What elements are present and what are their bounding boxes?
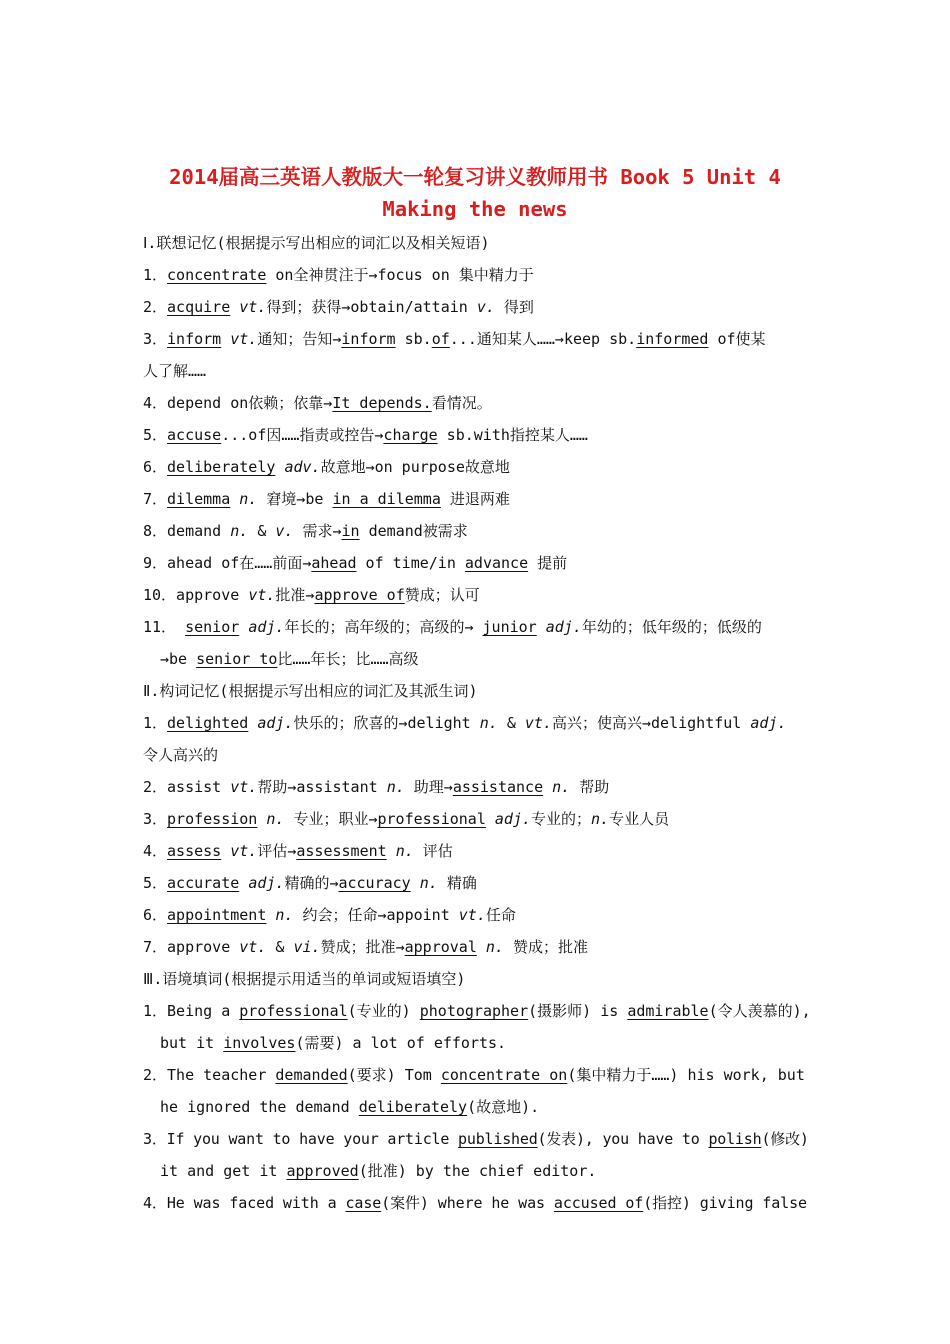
text-segment: 5． <box>143 426 168 444</box>
list-item <box>143 521 811 541</box>
answer-blank-text: senior to <box>196 650 278 668</box>
text-segment: 赞成；批准→ <box>320 938 405 956</box>
answer-blank-text: professional <box>239 1002 348 1020</box>
text-segment: & <box>248 522 276 540</box>
text-segment: 任命 <box>485 906 516 924</box>
text-segment: 7．approve <box>143 938 240 956</box>
list-item-continuation <box>160 649 828 669</box>
list-item <box>143 713 811 733</box>
answer-blank-text: deliberately <box>358 1098 468 1116</box>
text-segment <box>239 618 248 636</box>
list-item <box>143 553 811 573</box>
text-segment <box>239 874 248 892</box>
text-segment: vt. <box>248 586 276 604</box>
text-segment: & <box>266 938 294 956</box>
text-segment: (案件) where he was <box>381 1194 554 1212</box>
text-segment: 精确的→ <box>284 874 339 892</box>
text-segment: vt. <box>230 842 258 860</box>
section-heading-3 <box>143 969 811 989</box>
answer-blank-text: inform <box>341 330 396 348</box>
text-segment: (修改) <box>761 1130 809 1148</box>
text-segment: n. <box>479 714 498 732</box>
text-segment: 批准→ <box>275 586 315 604</box>
text-segment <box>486 810 495 828</box>
text-segment: 得到；获得→obtain/attain <box>266 298 477 316</box>
answer-blank-text: professional <box>377 810 486 828</box>
text-segment: 赞成；认可 <box>404 586 480 604</box>
answer-blank-text: assessment <box>296 842 387 860</box>
answer-blank-text: assess <box>167 842 222 860</box>
answer-blank-text: involves <box>223 1034 296 1052</box>
text-segment: (批准) by the chief editor. <box>358 1162 597 1180</box>
section-heading-2 <box>143 681 811 701</box>
list-item <box>143 841 811 861</box>
answer-blank-text: appointment <box>167 906 267 924</box>
text-segment: 4．He was faced with a <box>143 1194 346 1212</box>
text-segment: 2． <box>143 298 168 316</box>
answer-blank-text: ahead <box>311 554 357 572</box>
text-segment <box>543 778 552 796</box>
text-segment: he ignored the demand <box>160 1098 359 1116</box>
list-item <box>143 1001 811 1021</box>
answer-blank-text: profession <box>167 810 258 828</box>
text-segment: v. <box>275 522 294 540</box>
text-segment: 6． <box>143 458 168 476</box>
answer-blank-text: charge <box>383 426 438 444</box>
answer-blank-text: admirable <box>627 1002 709 1020</box>
text-segment: v. <box>476 298 495 316</box>
answer-blank-text: delighted <box>167 714 249 732</box>
list-item-continuation <box>160 1033 828 1053</box>
text-segment: 3．If you want to have your article <box>143 1130 459 1148</box>
text-segment: n. <box>266 810 285 828</box>
text-segment: n. <box>386 778 405 796</box>
list-item <box>143 329 811 349</box>
text-segment: 1． <box>143 266 168 284</box>
text-segment: 6． <box>143 906 168 924</box>
answer-blank-text: in <box>341 522 360 540</box>
list-item <box>143 905 811 925</box>
text-segment: 高兴；使高兴→delightful <box>552 714 751 732</box>
text-segment: 需求→ <box>293 522 342 540</box>
text-segment: vt. <box>230 778 258 796</box>
answer-blank-text: informed <box>636 330 709 348</box>
answer-blank-text: published <box>458 1130 538 1148</box>
text-segment: adv. <box>284 458 321 476</box>
text-segment: 帮助 <box>570 778 610 796</box>
text-segment: vt. <box>239 938 267 956</box>
answer-blank-text: concentrate <box>167 266 267 284</box>
text-segment: vi. <box>293 938 321 956</box>
list-item <box>143 777 811 797</box>
text-segment: n. <box>230 522 249 540</box>
text-segment: n. <box>275 906 294 924</box>
text-segment: 赞成；批准 <box>503 938 588 956</box>
text-segment: 看情况。 <box>431 394 492 412</box>
text-segment: n. <box>239 490 258 508</box>
text-segment: 比……年长；比……高级 <box>277 650 419 668</box>
text-segment <box>230 298 239 316</box>
list-item <box>143 617 811 637</box>
text-segment: 3． <box>143 330 168 348</box>
text-segment: 年长的；高年级的；高级的→ <box>284 618 483 636</box>
text-segment: 8．demand <box>143 522 231 540</box>
text-segment: n. <box>591 810 610 828</box>
answer-blank-text: senior <box>185 618 240 636</box>
answer-blank-text: accuracy <box>338 874 411 892</box>
text-segment: (指控) giving false <box>643 1194 807 1212</box>
text-segment: (发表), you have to <box>537 1130 709 1148</box>
list-item <box>143 1193 811 1213</box>
text-segment: 2．assist <box>143 778 231 796</box>
text-segment: 通知；告知→ <box>257 330 342 348</box>
answer-blank-text: accurate <box>167 874 240 892</box>
text-segment <box>230 490 239 508</box>
answer-blank-text: dilemma <box>167 490 231 508</box>
text-segment: 评估→ <box>257 842 297 860</box>
text-segment: n. <box>395 842 414 860</box>
text-segment: 10．approve <box>143 586 249 604</box>
text-segment: adj. <box>248 874 285 892</box>
text-segment: ...通知某人……→keep sb. <box>449 330 637 348</box>
answer-blank-text: deliberately <box>167 458 276 476</box>
list-item <box>143 393 811 413</box>
text-segment <box>248 714 257 732</box>
text-segment: of使某 <box>708 330 766 348</box>
answer-blank-text: case <box>345 1194 382 1212</box>
answer-blank-text: It depends. <box>332 394 432 412</box>
text-segment <box>387 842 396 860</box>
text-segment: adj. <box>248 618 285 636</box>
list-item <box>143 809 811 829</box>
text-segment: sb.with指控某人…… <box>437 426 588 444</box>
text-segment: 2．The teacher <box>143 1066 276 1084</box>
text-segment: 人了解…… <box>143 362 207 380</box>
text-segment: sb. <box>395 330 432 348</box>
list-item <box>143 873 811 893</box>
text-segment: adj. <box>494 810 532 828</box>
text-segment: 得到 <box>494 298 534 316</box>
text-segment: 5． <box>143 874 168 892</box>
text-segment: (故意地). <box>467 1098 540 1116</box>
text-segment: 年幼的；低年级的；低级的 <box>581 618 762 636</box>
text-segment: 专业的； <box>531 810 592 828</box>
list-item <box>143 1129 811 1149</box>
answer-blank-text: polish <box>708 1130 762 1148</box>
text-segment: →be <box>160 650 197 668</box>
text-segment: 精确 <box>437 874 477 892</box>
text-segment <box>221 330 230 348</box>
answer-blank-text: approval <box>404 938 477 956</box>
text-segment: 11． <box>143 618 186 636</box>
answer-blank-text: junior <box>482 618 537 636</box>
text-segment: it and get it <box>160 1162 287 1180</box>
text-segment: 1．Being a <box>143 1002 240 1020</box>
answer-blank-text: concentrate on <box>440 1066 568 1084</box>
text-segment: vt. <box>230 330 258 348</box>
text-segment: Ⅲ.语境填词(根据提示用适当的单词或短语填空) <box>143 970 466 988</box>
text-segment: Ⅱ.构词记忆(根据提示写出相应的词汇及其派生词) <box>143 682 478 700</box>
text-segment: of time/in <box>356 554 465 572</box>
text-segment: ...of因……指责或控告→ <box>221 426 384 444</box>
list-item <box>143 585 811 605</box>
answer-blank-text: advance <box>464 554 529 572</box>
text-segment <box>537 618 546 636</box>
answer-blank-text: accused of <box>553 1194 644 1212</box>
text-segment: adj. <box>257 714 294 732</box>
text-segment: 专业人员 <box>609 810 670 828</box>
text-segment: & <box>497 714 525 732</box>
text-segment: n. <box>552 778 571 796</box>
answer-blank-text: inform <box>167 330 222 348</box>
text-segment: 快乐的；欣喜的→delight <box>293 714 480 732</box>
text-segment: (摄影师) is <box>528 1002 628 1020</box>
text-segment: demand被需求 <box>359 522 468 540</box>
text-segment: 帮助→assistant <box>257 778 387 796</box>
list-item-continuation <box>160 1097 828 1117</box>
section-heading-1 <box>143 233 811 253</box>
text-segment: 专业；职业→ <box>284 810 378 828</box>
text-segment: 4． <box>143 842 168 860</box>
document-title-line-2: Making the news <box>382 197 568 221</box>
text-segment: 进退两难 <box>440 490 510 508</box>
answer-blank-text: assistance <box>452 778 544 796</box>
answer-blank-text: demanded <box>275 1066 348 1084</box>
text-segment: vt. <box>524 714 552 732</box>
text-segment: adj. <box>750 714 787 732</box>
text-segment: n. <box>485 938 504 956</box>
text-segment <box>221 842 230 860</box>
text-segment: 7． <box>143 490 168 508</box>
list-item-continuation <box>143 745 811 765</box>
list-item <box>143 425 811 445</box>
list-item-continuation <box>160 1161 828 1181</box>
text-segment: but it <box>160 1034 224 1052</box>
text-segment: 助理→ <box>404 778 453 796</box>
list-item <box>143 489 811 509</box>
text-segment: 窘境→be <box>257 490 333 508</box>
list-item <box>143 1065 811 1085</box>
answer-blank-text: acquire <box>167 298 231 316</box>
text-segment <box>411 874 420 892</box>
answer-blank-text: approved <box>286 1162 359 1180</box>
text-segment: vt. <box>458 906 486 924</box>
answer-blank-text: in a dilemma <box>332 490 441 508</box>
text-segment: 9．ahead of在……前面→ <box>143 554 312 572</box>
text-segment: (要求) Tom <box>347 1066 441 1084</box>
answer-blank-text: accuse <box>167 426 222 444</box>
list-item <box>143 265 811 285</box>
text-segment: Ⅰ.联想记忆(根据提示写出相应的词汇以及相关短语) <box>143 234 490 252</box>
answer-blank-text: approve of <box>314 586 405 604</box>
text-segment: 约会；任命→appoint <box>293 906 459 924</box>
text-segment: 评估 <box>413 842 453 860</box>
text-segment: (专业的) <box>347 1002 420 1020</box>
text-segment: 故意地→on purpose故意地 <box>320 458 510 476</box>
text-segment: 3． <box>143 810 168 828</box>
text-segment: n. <box>419 874 438 892</box>
text-segment: 提前 <box>528 554 568 572</box>
text-segment: 令人高兴的 <box>143 746 219 764</box>
text-segment: (集中精力于……) his work, but <box>567 1066 805 1084</box>
text-segment: 1． <box>143 714 168 732</box>
text-segment: vt. <box>239 298 267 316</box>
answer-blank-text: of <box>431 330 450 348</box>
text-segment: on全神贯注于→focus on 集中精力于 <box>266 266 534 284</box>
text-segment: (需要) a lot of efforts. <box>295 1034 507 1052</box>
answer-blank-text: photographer <box>419 1002 529 1020</box>
list-item <box>143 297 811 317</box>
text-segment: 4．depend on依赖；依靠→ <box>143 394 333 412</box>
list-item <box>143 937 811 957</box>
document-title-line-1: 2014届高三英语人教版大一轮复习讲义教师用书 Book 5 Unit 4 <box>169 165 781 189</box>
text-segment <box>477 938 486 956</box>
text-segment: adj. <box>545 618 582 636</box>
list-item <box>143 457 811 477</box>
text-segment: (令人羡慕的), <box>708 1002 811 1020</box>
list-item-continuation <box>143 361 811 381</box>
